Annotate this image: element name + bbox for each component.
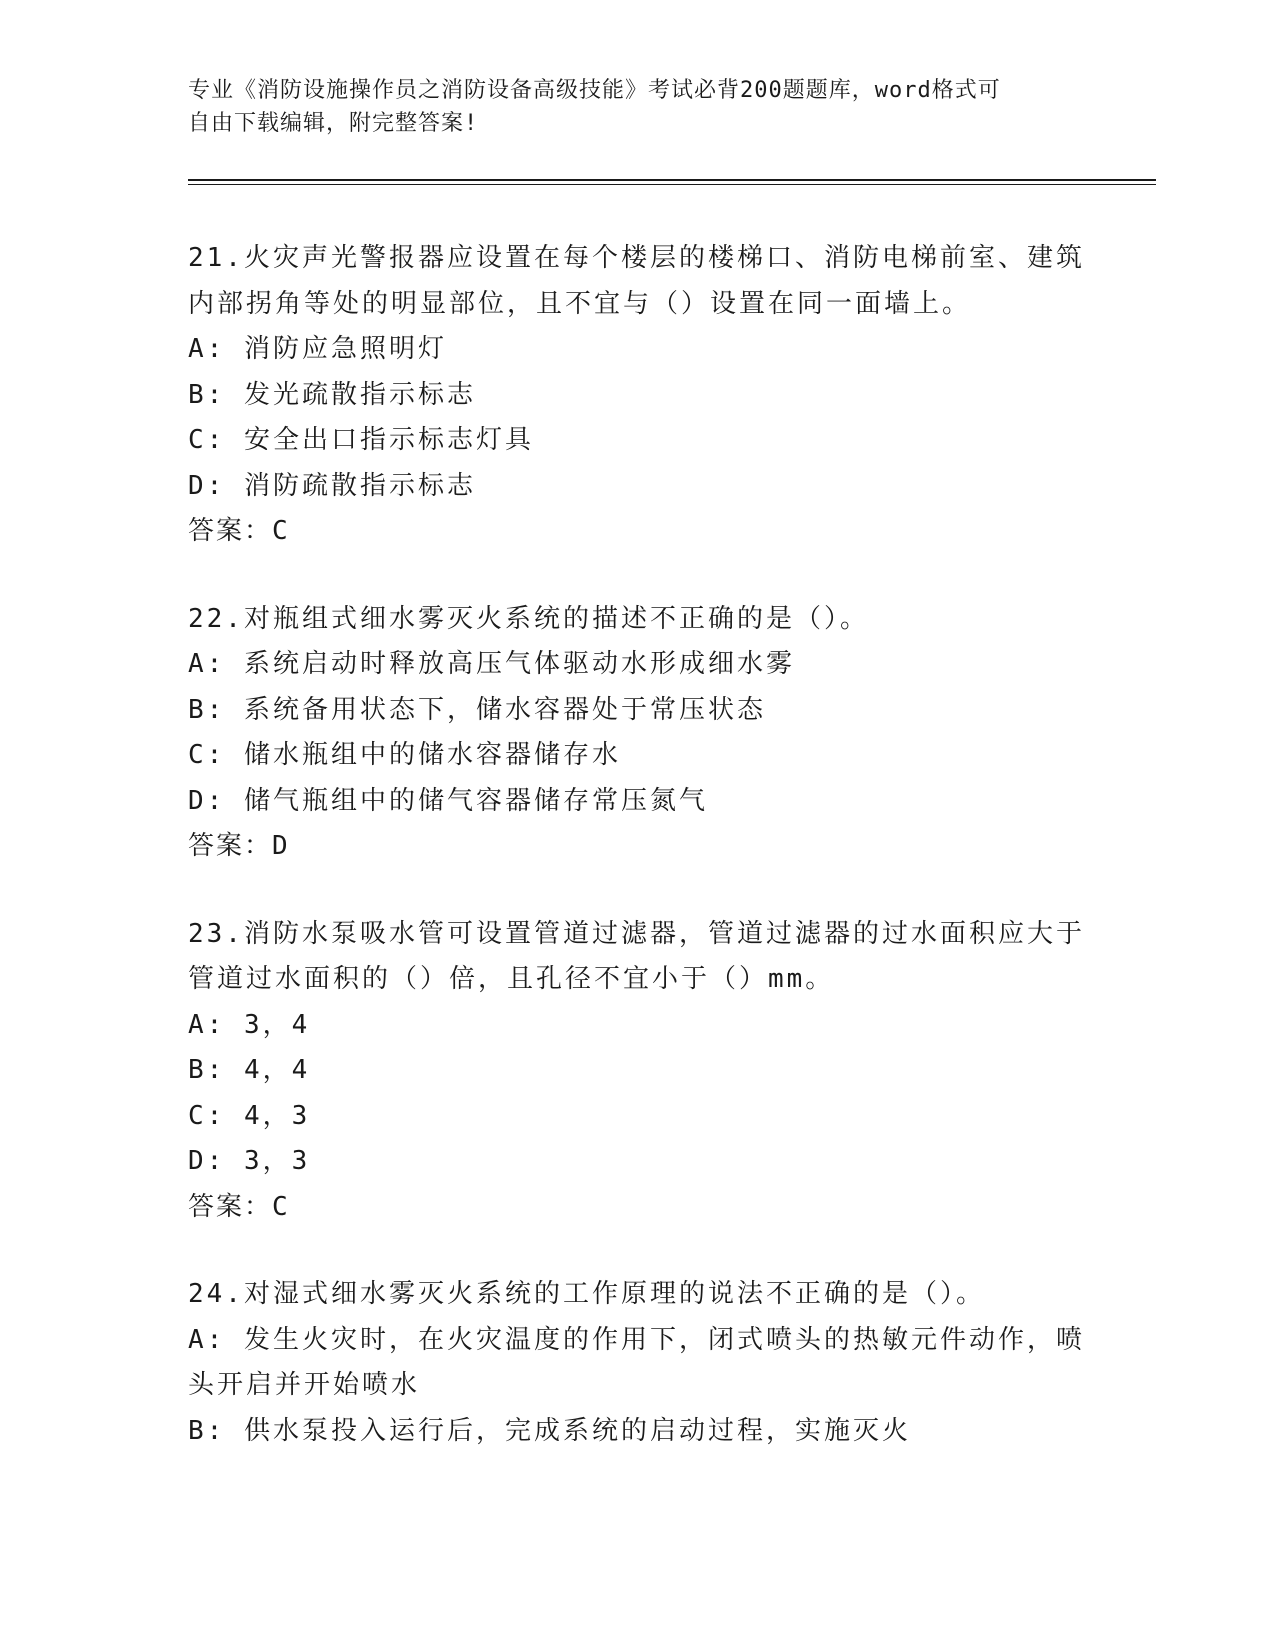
header-line-2: 自由下载编辑，附完整答案! — [188, 111, 479, 136]
header-divider-thin — [188, 184, 1156, 185]
option-c: C: 安全出口指示标志灯具 — [188, 425, 534, 455]
option-b: B: 供水泵投入运行后，完成系统的启动过程，实施灭火 — [188, 1415, 911, 1446]
option-c: C: 4，3 — [188, 1100, 311, 1131]
document-header — [188, 74, 1088, 140]
question-21 — [188, 236, 1088, 555]
question-23 — [188, 912, 1088, 1231]
answer-label: 答案：C — [188, 516, 290, 546]
option-a: A: 发生火灾时，在火灾温度的作用下，闭式喷头的热敏元件动作，喷头开启并开始喷水 — [188, 1324, 1085, 1400]
option-d: D: 储气瓶组中的储气容器储存常压氮气 — [188, 785, 708, 816]
question-text: 23.消防水泵吸水管可设置管道过滤器，管道过滤器的过水面积应大于管道过水面积的（）倍，且孔径不宜小于（）mm。 — [188, 918, 1085, 994]
option-a: A: 系统启动时释放高压气体驱动水形成细水雾 — [188, 649, 795, 679]
answer-label: 答案：D — [188, 831, 290, 861]
option-d: D: 3，3 — [188, 1146, 311, 1176]
question-text: 21.火灾声光警报器应设置在每个楼层的楼梯口、消防电梯前室、建筑内部拐角等处的明显部位，且不宜与（）设置在同一面墙上。 — [188, 243, 1085, 319]
option-d: D: 消防疏散指示标志 — [188, 470, 476, 501]
question-text: 22.对瓶组式细水雾灭火系统的描述不正确的是（）。 — [188, 603, 869, 634]
answer-label: 答案：C — [188, 1191, 290, 1222]
option-b: B: 发光疏散指示标志 — [188, 379, 476, 410]
option-c: C: 储水瓶组中的储水容器储存水 — [188, 740, 621, 770]
option-b: B: 4，4 — [188, 1055, 311, 1085]
header-divider-thick — [188, 179, 1156, 181]
header-line-1: 专业《消防设施操作员之消防设备高级技能》考试必背200题题库，word格式可 — [188, 78, 1001, 103]
question-list — [188, 236, 1088, 1496]
option-b: B: 系统备用状态下，储水容器处于常压状态 — [188, 694, 766, 725]
question-22 — [188, 597, 1088, 870]
option-a: A: 消防应急照明灯 — [188, 334, 447, 364]
question-text: 24.对湿式细水雾灭火系统的工作原理的说法不正确的是（）。 — [188, 1279, 985, 1309]
option-a: A: 3，4 — [188, 1009, 311, 1040]
question-24 — [188, 1272, 1088, 1454]
